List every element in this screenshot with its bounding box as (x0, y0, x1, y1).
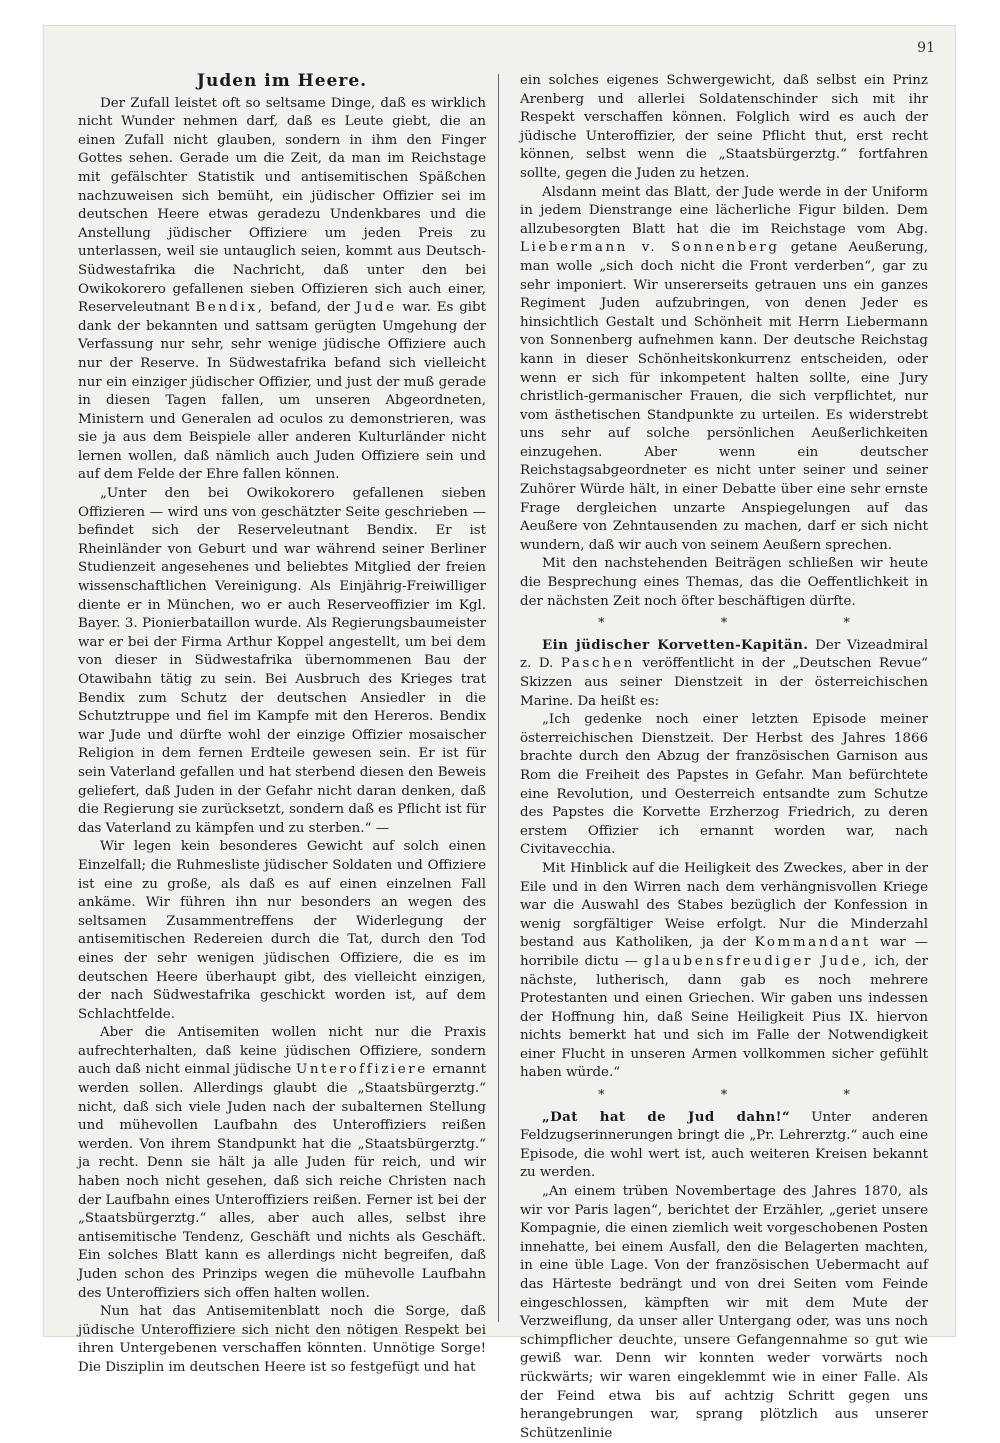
page-number: 91 (917, 40, 935, 56)
paragraph (520, 1108, 928, 1183)
paragraph-text: war — horribile dictu — (520, 935, 929, 969)
paragraph: „Ich gedenke noch einer letzten Episode meiner österreichischen Dienstzeit. Der Herbst des Jahres 1866 brachte durch den Abzug der französischen Garnison aus Rom die Freiheit des Papstes in Gefahr. Man befürchtete eine Revolution, und Oesterreich entsandte zum Schutze des Papstes die Korvette Erzherzog Friedrich, zu deren erstem Offizier ich ernannt worden war, nach Civitavecchia. (520, 712, 928, 858)
spaced-word: Unteroffiziere (295, 1062, 428, 1078)
paragraph (78, 95, 486, 485)
section-heading: „Dat hat de Jud dahn!“ (542, 1108, 791, 1125)
article-title: Juden im Heere. (196, 71, 368, 91)
section-heading: Ein jüdischer Korvetten-Kapitän. (542, 636, 809, 653)
paragraph (78, 1024, 486, 1303)
paragraph-text: ich, der nächste, lutherisch, dann gab es noch mehrere Protestanten und einen Griechen. Wir gaben uns indessen der Hoffnung hin, daß Seine Heiligkeit Pius IX. hiervon nichts bemerkt hat und sich im Falle der Notwendigkeit einer Flucht in unseren Armen vollkommen sicher gefühlt haben würde.“ (520, 953, 928, 1081)
spaced-word: Kommandant (754, 935, 871, 951)
paragraph: Wir legen kein besonderes Gewicht auf solch einen Einzelfall; die Ruhmesliste jüdischer Soldaten und Offiziere ist eine zu große, als daß es auf einen einzelnen Fall ankäme. Wir führen ihn nur besonders an wegen des seltsamen Zusammentreffens der Widerlegung der antisemitischen Redereien durch die Tat, durch den Tod eines der sehr wenigen jüdischen Offiziere, die es im deutschen Heere überhaupt gibt, des vielleicht einzigen, der nach Südwestafrika geschickt worden ist, auf dem Schlachtfelde. (78, 839, 486, 1022)
paragraph (520, 860, 928, 1083)
right-column (520, 72, 928, 1443)
spaced-word: glaubensfreudiger Jude, (643, 953, 870, 969)
paragraph-text: befand, der (270, 300, 350, 316)
paragraph-text: war. Es gibt dank der bekannten und sattsam gerügten Umgehung der Verfassung nur sehr, sehr wenige jüdische Offiziere auch nur der Reserve. In Südwestafrika befand sich vielleicht nur ein einziger jüdischer Offizier, und just der muß gerade in diesen Tagen fallen, um unseren Abgeordneten, Ministern und Generalen ad oculos zu demonstrieren, was sie ja aus dem Beispiele aller anderen Kulturländer nicht lernen wollen, daß nämlich auch Juden Offiziere sein und auf dem Felde der Ehre fallen können. (78, 300, 486, 483)
column-divider (498, 74, 499, 1322)
paragraph (520, 184, 928, 556)
spaced-name: Bendix, (195, 300, 265, 316)
paragraph: Nun hat das Antisemitenblatt noch die Sorge, daß jüdische Unteroffiziere sich nicht den nötigen Respekt bei ihren Untergebenen verschaffen könnten. Unnötige Sorge! Die Disziplin im deutschen Heere ist so festgefügt und hat (78, 1304, 486, 1375)
section-separator: * * * (598, 616, 906, 632)
paragraph-text: Unter anderen Feldzugserinnerungen bringt die „Pr. Lehrerztg.“ auch eine Episode, die wohl wert ist, auch weiteren Kreisen bekannt zu werden. (520, 1109, 928, 1181)
paragraph-text: Der Zufall leistet oft so seltsame Dinge, daß es wirklich nicht Wunder nehmen darf, daß es Leute giebt, die an einen Zufall nicht glauben, sondern in ihm den Finger Gottes sehen. Gerade um die Zeit, da man im Reichstage mit gefälschter Statistik und antisemitischen Späßchen nachzuweisen sich bemüht, ein jüdischer Offizier sei im deutschen Heere etwas geradezu Undenkbares und die Anstellung jüdischer Offiziere um jeden Preis zu unterlassen, weil sie untauglich seien, kommt aus Deutsch-Südwestafrika die Nachricht, daß unter den bei Owikokorero gefallenen sieben Offizieren sich auch einer, Reserveleutnant (78, 95, 486, 316)
spaced-name: Paschen (560, 656, 635, 672)
newspaper-page (44, 26, 955, 1441)
paragraph-text: Der Vizeadmiral z. D. (520, 637, 928, 672)
spaced-word: Jude (355, 300, 397, 316)
left-column (78, 72, 486, 1378)
paragraph: ein solches eigenes Schwergewicht, daß selbst ein Prinz Arenberg und allerlei Soldatenschinder sich mit ihr Respekt verschaffen können. Folglich wird es auch der jüdische Unteroffizier, der seine Pflicht thut, erst recht können, selbst wenn die „Staatsbürgerztg.“ fortfahren sollte, gegen die Juden zu hetzen. (520, 73, 928, 181)
paragraph: Mit den nachstehenden Beiträgen schließen wir heute die Besprechung eines Themas, das die Oeffentlichkeit in der nächsten Zeit noch öfter beschäftigen dürfte. (520, 556, 928, 609)
paragraph-text: getane Aeußerung, man wolle „sich doch nicht die Front verderben“, gar zu sehr imponiert. Wir unsererseits getrauen uns ein ganzes Regiment Juden aufzubringen, von denen Jeder es hinsichtlich Gestalt und Schönheit mit Herrn Liebermann von Sonnenberg aufnehmen kann. Der deutsche Reichstag kann in dieser Schönheitskonkurrenz entscheiden, oder wenn er sich für inkompetent halten sollte, eine Jury christlich-germanischer Frauen, die sich verpflichtet, nur vom ästhetischen Standpunkte zu urteilen. Es widerstrebt uns sehr auf solche persönlichen Aeußerlichkeiten einzugehen. Aber wenn ein deutscher Reichstagsabgeordneter es nicht unter seiner und seiner Zuhörer Würde hält, in einer Debatte über eine sehr ernste Frage dergleichen unzarte Anspiegelungen auf das Aeußere von Zehntausenden zu machen, darf er sich nicht wundern, daß wir auch von seinem Aeußern sprechen. (520, 240, 929, 553)
paragraph-text: Mit Hinblick auf die Heiligkeit des Zweckes, aber in der Eile und in den Wirren nach dem verhängnisvollen Kriege war die Auswahl des Stabes bezüglich der Konfession in wenig sorgfältiger Weise erfolgt. Nur die Minderzahl bestand aus Katholiken, ja der (520, 860, 928, 951)
spaced-name: Liebermann v. Sonnenberg (520, 240, 780, 256)
paragraph-text: ernannt werden sollen. Allerdings glaubt die „Staatsbürgerztg.“ nicht, daß sich viele Juden nach der subalternen Stellung und mühevollen Laufbahn des Unteroffiziers reißen werden. Von ihrem Standpunkt hat die „Staatsbürgerztg.“ ja recht. Denn sie hält ja alle Juden für reich, und wir haben noch nicht gesehen, daß sich reiche Christen nach der Laufbahn eines Unteroffiziers reißen. Ferner ist bei der „Staatsbürgerztg.“ alles, aber auch alles, selbst ihre antisemitische Tendenz, Geschäft und nichts als Geschäft. Ein solches Blatt kann es allerdings nicht begreifen, daß Juden schon des Prinzips wegen die mühevolle Laufbahn des Unteroffiziers sich offen halten wollen. (78, 1062, 486, 1301)
paragraph: „An einem trüben Novembertage des Jahres 1870, als wir vor Paris lagen“, berichtet der Erzähler, „geriet unsere Kompagnie, die einen ziemlich weit vorgeschobenen Posten innehatte, bei einem Ausfall, den die Belagerten machten, in eine üble Lage. Von der französischen Uebermacht auf das Härteste bedrängt und von drei Seiten vom Feinde eingeschlossen, kämpften wir mit dem Mute der Verzweiflung, da unser aller Untergang oder, was uns noch schimpflicher deuchte, unsere Gefangennahme so gut wie gewiß war. Denn wir konnten weder vorwärts noch rückwärts; wir waren eingeklemmt wie in einer Falle. Als der Feind etwa bis auf achtzig Schritt gegen uns herangebrungen war, sprang plötzlich aus unserer Schützenlinie (520, 1184, 928, 1441)
paragraph-text: Alsdann meint das Blatt, der Jude werde in der Uniform in jedem Dienstrange eine lächerliche Figur bilden. Dem allzubesorgten Blatt hat die im Reichstage vom Abg. (520, 184, 928, 237)
paragraph: „Unter den bei Owikokorero gefallenen sieben Offizieren — wird uns von geschätzter Seite geschrieben — befindet sich der Reserveleutnant Bendix. Er ist Rheinländer von Geburt und war während seiner Berliner Studienzeit angesehenes und beliebtes Mitglied der freien wissenschaftlichen Vereinigung. Als Einjährig-Freiwilliger diente er in München, wo er auch Reserveoffizier im Kgl. Bayer. 3. Pionierbataillon wurde. Als Regierungsbaumeister war er bei der Firma Arthur Koppel angestellt, um bei dem von dieser in Südwestafrika übernommenen Bau der Otawibahn tätig zu sein. Bei Ausbruch des Krieges trat Bendix zum Schutz der deutschen Ansiedler in die Schutztruppe und fiel im Kampfe mit den Hereros. Bendix war Jude und dürfte wohl der einzige Offizier mosaischer Religion in dem fernen Erdteile gewesen sein. Er ist für sein Vaterland gefallen und hat sterbend diesen den Beweis geliefert, daß Juden in der Gefahr nicht daran denken, daß die Regierung sie zurücksetzt, sondern daß es Pflicht ist für das Vaterland zu kämpfen und zu sterben.“ — (78, 486, 486, 836)
section-separator: * * * (598, 1088, 906, 1104)
paragraph (520, 636, 928, 711)
paragraph-text: Aber die Antisemiten wollen nicht nur die Praxis aufrechterhalten, daß keine jüdischen Offiziere, sondern auch daß nicht einmal jüdische (78, 1025, 486, 1078)
paragraph-text: veröffentlicht in der „Deutschen Revue“ Skizzen aus seiner Dienstzeit in der österreichischen Marine. Da heißt es: (520, 656, 928, 709)
